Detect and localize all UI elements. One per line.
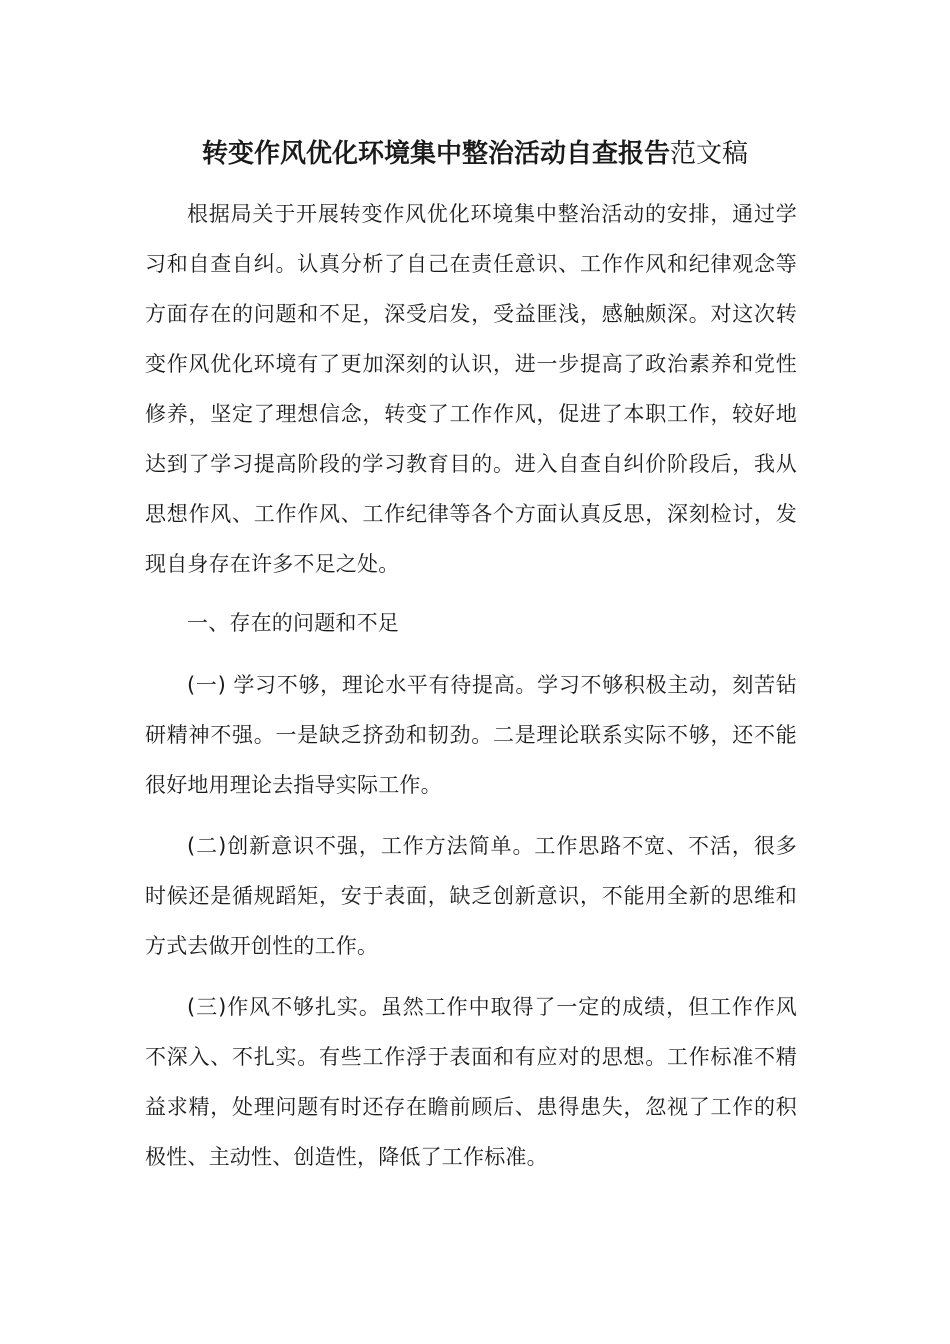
paragraph-intro: 根据局关于开展转变作风优化环境集中整治活动的安排，通过学习和自查自纠。认真分析了自己在责任意识、工作作风和纪律观念等方面存在的问题和不足，深受启发，受益匪浅，感触颇深。对这次转变作风优化环境有了更加深刻的认识，进一步提高了政治素养和党性修养，坚定了理想信念，转变了工作作风，促进了本职工作，较好地达到了学习提高阶段的学习教育目的。进入自查自纠价阶段后，我从思想作风、工作作风、工作纪律等各个方面认真反思，深刻检讨，发现自身存在许多不足之处。 [145,202,797,576]
document-title [100,134,850,174]
paragraph-item-3: (三)作风不够扎实。虽然工作中取得了一定的成绩，但工作作风不深入、不扎实。有些工作浮于表面和有应对的思想。工作标准不精益求精，处理问题有时还存在瞻前顾后、患得患失，忽视了工作的积极性、主动性、创造性，降低了工作标准。 [145,995,797,1169]
title-suffix: 范文稿 [670,139,749,169]
paragraph-item-1: (一) 学习不够，理论水平有待提高。学习不够积极主动，刻苦钻研精神不强。一是缺乏挤劲和韧劲。二是理论联系实际不够，还不能很好地用理论去指导实际工作。 [145,673,797,797]
title-main: 转变作风优化环境集中整治活动自查报告 [201,139,670,169]
paragraph-item-2: (二)创新意识不强，工作方法简单。工作思路不宽、不活，很多时候还是循规蹈矩，安于表面，缺乏创新意识，不能用全新的思维和方式去做开创性的工作。 [145,834,797,958]
section-heading: 一、存在的问题和不足 [187,611,399,635]
